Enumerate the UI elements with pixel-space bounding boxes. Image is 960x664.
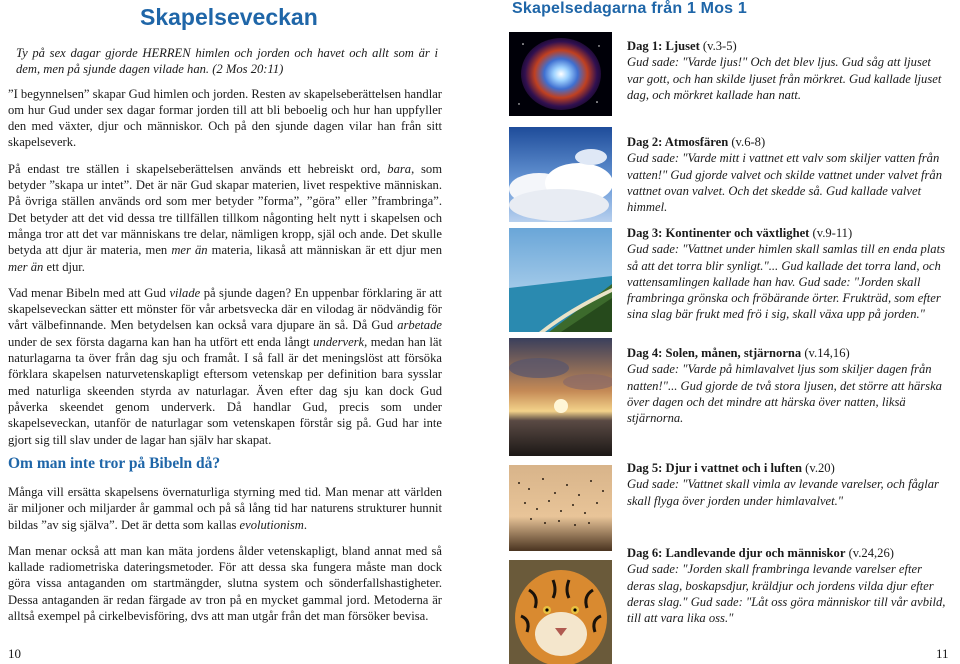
paragraph-bara: På endast tre ställen i skapelseberättelsen används ett hebreiskt ord, bara, som betyder ”skapa ur intet”. Det är när Gud skapar materien, livet respektive människan. På övriga ställen används ord som mer betyder ”forma”, ”göra” eller ”frambringa”. Det betyder att det vid dessa tre tillfällen tillkom någonting helt nytt i skapelsen och många tror att det var människans tre delar, nämligen kropp, själ och ande. Det skulle betyda att djur är materia, men mer än materia, likaså att människan är ett djur men mer än ett djur. — [8, 161, 442, 274]
nebula-image — [509, 32, 612, 116]
paragraph-dating: Man menar också att man kan mäta jordens ålder vetenskapligt, bland annat med så kallade radiometriska dateringsmetoder. För att dessa ska fungera måste man dock göra vissa antaganden om startmängder, slutna system och sönderfallshastigheter. Dessa antaganden är redan färgade av tron på en mycket gammal jord. Metoderna är alltså exempel på cirkelbevisföring, dvs att man utgår från det man försöker bevisa. — [8, 543, 442, 624]
day-4-text: Dag 4: Solen, månen, stjärnorna (v.14,16) Gud sade: "Varde på himlavalvet ljus som skiljer dagen från natten!"... Gud gjorde de två stora ljusen, det större att härska över dagen och det mindre att härska över natten, liksä stjärnorna. — [627, 346, 942, 426]
article-body-2 — [8, 484, 442, 624]
page-title: Skapelseveckan — [140, 4, 318, 30]
paragraph-evolution: Många vill ersätta skapelsens övernaturliga styrning med tid. Man menar att världen är miljoner och miljarder år gammal och på så lång tid har naturens strukturer hunnit bildas ”av sig själva”. Det är detta som kallas evolutionism. — [8, 485, 442, 532]
birds-image — [509, 465, 612, 551]
paragraph-creation: ”I begynnelsen” skapar Gud himlen och jorden. Resten av skapelseberättelsen handlar om hur Gud under sex dagar formar jorden till att bli beboelig och hur han uppfyller den med växter, djur och människor. Och på den sjunde dagen vilar han från sitt skapelseverk. — [8, 86, 442, 150]
sunset-image — [509, 338, 612, 456]
clouds-image — [509, 127, 612, 222]
day-2-text: Dag 2: Atmosfären (v.6-8) Gud sade: "Varde mitt i vattnet ett valv som skiljer vatten från vatten!" Gud gjorde valvet och skilde vattnet under valvet från vattnet ovan valvet. Och det skedde så. Gud kallade valvet himmel. — [627, 135, 943, 215]
tiger-image — [509, 560, 612, 664]
section-heading: Om man inte tror på Bibeln då? — [8, 455, 221, 472]
day-1-text: Dag 1: Ljuset (v.3-5) Gud sade: "Varde ljus!" Och det blev ljus. Gud såg att ljuset var gott, och han skilde ljuset från mörkret. Gud kallade ljuset dag, och mörkret kallade han natt. — [627, 39, 942, 102]
article-body — [8, 45, 442, 448]
day-3-text: Dag 3: Kontinenter och växtlighet (v.9-11) Gud sade: "Vattnet under himlen skall samlas till en enda plats så att det torra blir synligt."... Gud kallade det torra land, och vattensamlingen kallade han hav. Gud sade: "Jorden skall frambringa grönska och fröbärande örter. Frukträd, som efter sina slag bär frukt med frö i sig, skall växa upp på jorden." — [627, 226, 946, 322]
paragraph-rest: Vad menar Bibeln med att Gud vilade på sjunde dagen? En uppenbar förklaring är att skapelseveckan sätter ett mönster för vår arbetsvecka där en vilodag är nödvändig för vårt välbefinnande. Men betydelsen kan också vara djupare än så. Då Gud arbetade under de sex första dagarna kan han ha utfört ett enda långt underverk, medan han lät naturlagarna ta över från dag sju och framåt. I så fall är det meningslöst att försöka förklara skapelsen naturvetenskapligt eftersom vetenskap per definition bara sysslar med naturliga skeenden styrda av naturlagar. Även efter dag sju kan dock Gud påverka skeendet genom underverk. Då handlar Gud, precis som under skapelseveckan, utanför de naturlagar som vetenskapen förstår sig på. Gud har inte gjort sig till slav under de lagar han själv har skapat. — [8, 285, 443, 447]
page-number-left: 10 — [8, 646, 21, 661]
day-5-text: Dag 5: Djur i vattnet och i luften (v.20) Gud sade: "Vattnet skall vimla av levande varelser, och fåglar skall flyga över jorden under himlavalvet." — [627, 461, 939, 508]
page-number-right: 11 — [936, 646, 949, 661]
right-page-title: Skapelsedagarna från 1 Mos 1 — [512, 0, 748, 17]
coast-image — [509, 228, 612, 332]
intro-quote: Ty på sex dagar gjorde HERREN himlen och jorden och havet och allt som är i dem, men på sjunde dagen vilade han. (2 Mos 20:11) — [16, 46, 438, 77]
day-6-text: Dag 6: Landlevande djur och människor (v.24,26) Gud sade: "Jorden skall frambringa levande varelser efter deras slag, boskapsdjur, kräldjur och jordens vilda djur efter deras slag." Gud sade: "Låt oss göra människor till vår avbild, till att vara lika oss." — [627, 546, 946, 626]
